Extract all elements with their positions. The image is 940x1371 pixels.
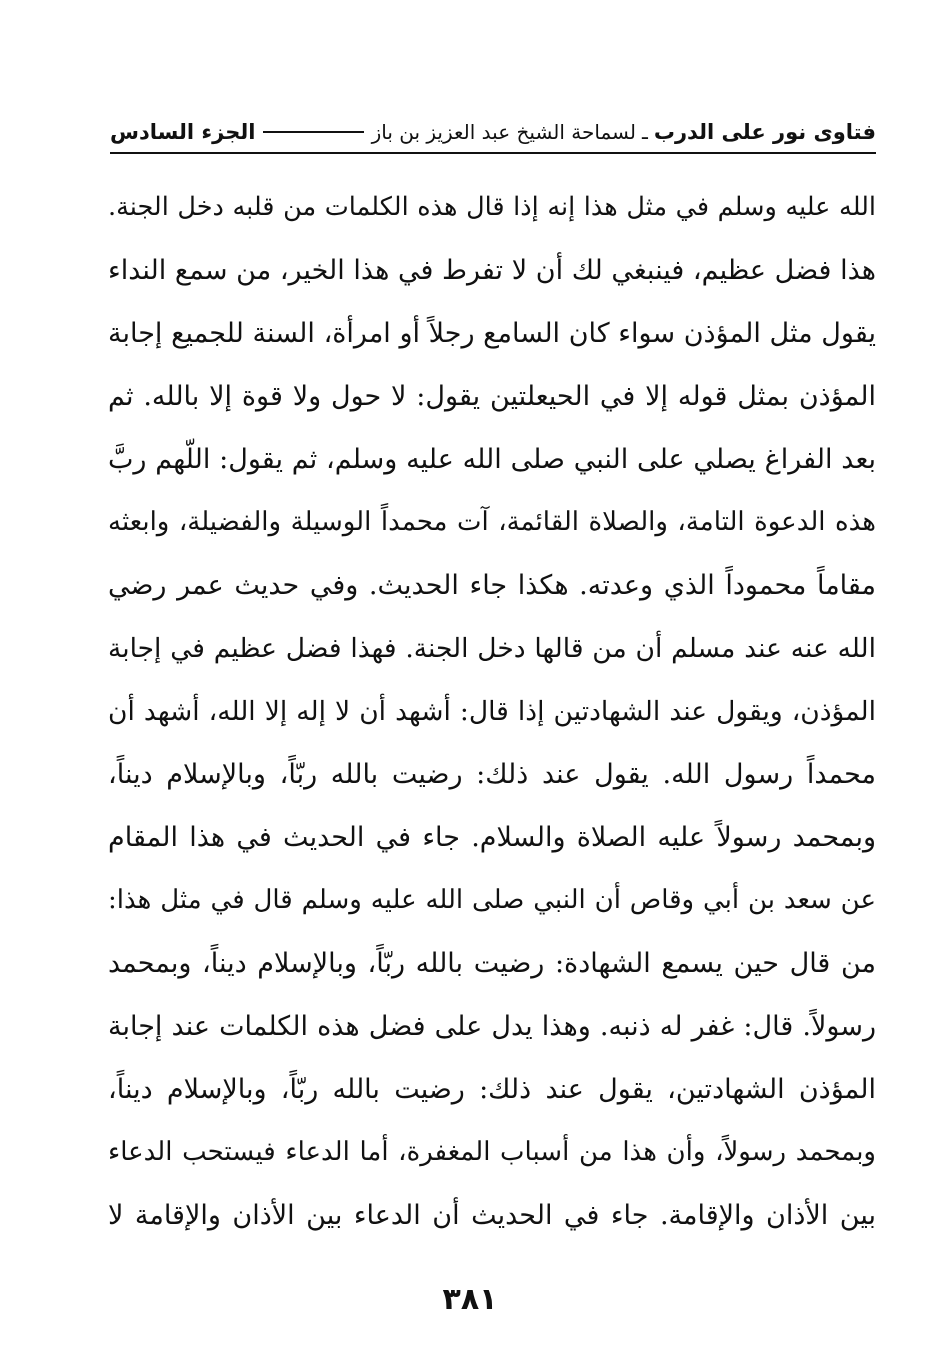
text-line: يقول مثل المؤذن سواء كان السامع رجلاً أو امرأة، السنة للجميع إجابة bbox=[108, 318, 876, 349]
text-line: رسولاً. قال: غفر له ذنبه. وهذا يدل على فضل هذه الكلمات عند إجابة bbox=[108, 1011, 876, 1042]
text-line: مقاماً محموداً الذي وعدته. هكذا جاء الحديث. وفي حديث عمر رضي bbox=[108, 570, 876, 601]
body-text bbox=[108, 176, 876, 1247]
text-line: وبمحمد رسولاً، وأن هذا من أسباب المغفرة، أما الدعاء فيستحب الدعاء bbox=[108, 1137, 876, 1167]
text-line: بين الأذان والإقامة. جاء في الحديث أن الدعاء بين الأذان والإقامة لا bbox=[108, 1200, 876, 1231]
text-line: من قال حين يسمع الشهادة: رضيت بالله ربّاً، وبالإسلام ديناً، وبمحمد bbox=[108, 948, 876, 979]
header-title-group bbox=[372, 120, 876, 144]
header-dash: ـ bbox=[641, 120, 648, 144]
text-line: عن سعد بن أبي وقاص أن النبي صلى الله عليه وسلم قال في مثل هذا: bbox=[108, 885, 876, 915]
text-line: المؤذن بمثل قوله إلا في الحيعلتين يقول: لا حول ولا قوة إلا بالله. ثم bbox=[108, 381, 876, 412]
book-title: فتاوى نور على الدرب bbox=[653, 120, 876, 144]
running-header bbox=[110, 112, 876, 154]
text-line: الله عليه وسلم في مثل هذا إنه إذا قال هذه الكلمات من قلبه دخل الجنة. bbox=[108, 192, 876, 222]
header-rule bbox=[263, 131, 363, 133]
text-line: وبمحمد رسولاً عليه الصلاة والسلام. جاء في الحديث في هذا المقام bbox=[108, 822, 876, 853]
author-name: لسماحة الشيخ عبد العزيز بن باز bbox=[371, 120, 636, 144]
volume-label: الجزء السادس bbox=[110, 120, 256, 144]
page-number: ٣٨١ bbox=[442, 1282, 498, 1317]
text-line: المؤذن الشهادتين، يقول عند ذلك: رضيت بالله ربّاً، وبالإسلام ديناً، bbox=[108, 1074, 876, 1105]
text-line: بعد الفراغ يصلي على النبي صلى الله عليه وسلم، ثم يقول: اللّهم ربَّ bbox=[108, 444, 876, 475]
text-line: هذا فضل عظيم، فينبغي لك أن لا تفرط في هذا الخير، من سمع النداء bbox=[108, 255, 876, 286]
text-line: محمداً رسول الله. يقول عند ذلك: رضيت بالله ربّاً، وبالإسلام ديناً، bbox=[108, 759, 876, 790]
text-line: الله عنه عند مسلم أن من قالها دخل الجنة. فهذا فضل عظيم في إجابة bbox=[108, 633, 876, 664]
text-line: هذه الدعوة التامة، والصلاة القائمة، آت محمداً الوسيلة والفضيلة، وابعثه bbox=[108, 507, 876, 537]
text-line: المؤذن، ويقول عند الشهادتين إذا قال: أشهد أن لا إله إلا الله، أشهد أن bbox=[108, 696, 876, 727]
